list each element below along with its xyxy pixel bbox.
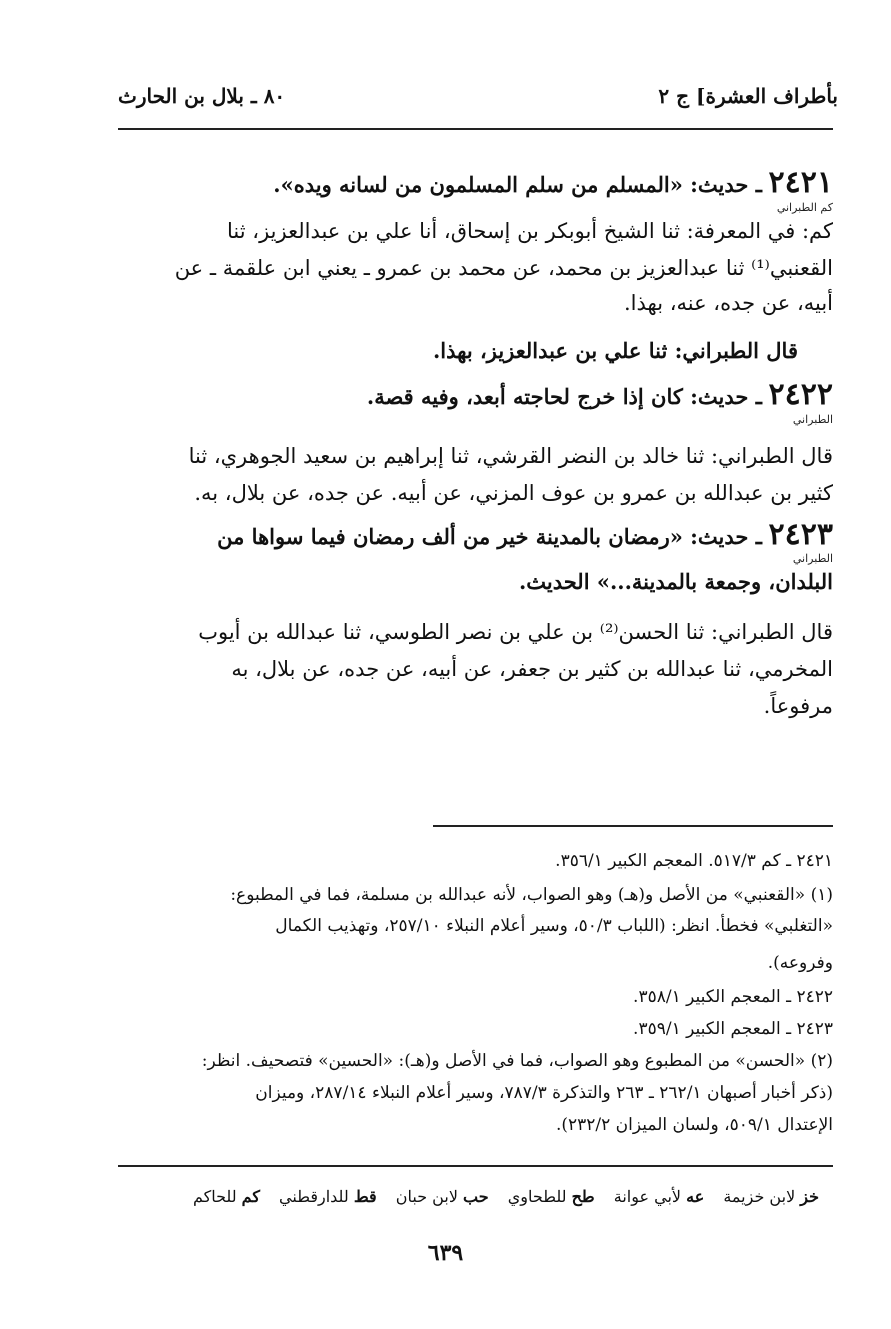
abbr-code: عه — [686, 1187, 705, 1206]
entry-body-line: القعنبي⁽¹⁾ ثنا عبدالعزيز بن محمد، عن محمد بن عمرو ـ يعني ابن علقمة ـ عن — [174, 256, 833, 280]
entry-body-line: كم: في المعرفة: ثنا الشيخ أبوبكر بن إسحاق، أنا علي بن عبدالعزيز، ثنا — [227, 219, 833, 243]
entry-body-line: المخرمي، ثنا عبدالله بن كثير بن جعفر، عن أبيه، عن جده، عن بلال، به — [231, 657, 833, 681]
entry-body-line: كثير بن عبدالله بن عمرو بن عوف المزني، عن أبيه. عن جده، عن بلال، به. — [194, 481, 833, 505]
footnote-line: (٢) «الحسن» من المطبوع وهو الصواب، فما في الأصل و(هـ): «الحسين» فتصحيف. انظر: — [201, 1051, 833, 1071]
margin-note: كم الطبراني — [776, 201, 833, 214]
abbreviation-rule — [118, 1165, 833, 1167]
entry-heading-text: ـ حديث: كان إذا خرج لحاجته أبعد، وفيه قصة. — [366, 384, 762, 409]
entry-heading-text: ـ حديث: «المسلم من سلم المسلمون من لسانه ويده». — [273, 172, 762, 197]
entry-number: ٢٤٢٣ — [768, 517, 833, 552]
abbr-name: لأبي عوانة — [613, 1187, 682, 1206]
entry-body-line: مرفوعاً. — [763, 694, 833, 718]
entry-heading-cont: البلدان، وجمعة بالمدينة...» الحديث. — [518, 569, 833, 594]
page-number: ٦٣٩ — [427, 1240, 464, 1266]
abbr-code: قط — [353, 1187, 377, 1206]
abbr-name: لابن خزيمة — [723, 1187, 796, 1206]
margin-note: الطبراني — [792, 413, 833, 426]
footnote-rule — [433, 825, 833, 827]
entry-number: ٢٤٢٢ — [768, 377, 833, 412]
section-title: ٨٠ ـ بلال بن الحارث — [118, 84, 286, 108]
abbr-name: للحاكم — [192, 1187, 237, 1206]
book-title: بأطراف العشرة] ج ٢ — [658, 84, 838, 108]
footnote-line: «التغلبي» فخطأ. انظر: (اللباب ٥٠/٣، وسير أعلام النبلاء ٢٥٧/١٠، وتهذيب الكمال — [275, 916, 833, 936]
abbreviation-key — [118, 1187, 833, 1206]
running-header — [118, 84, 838, 116]
abbr-name: للطحاوي — [507, 1187, 567, 1206]
footnote-line: ٢٤٢٣ ـ المعجم الكبير ٣٥٩/١. — [633, 1019, 833, 1039]
footnote-line: (١) «القعنبي» من الأصل و(هـ) وهو الصواب، لأنه عبدالله بن مسلمة، فما في المطبوع: — [230, 885, 833, 905]
abbr-code: حب — [463, 1187, 489, 1206]
entry-number: ٢٤٢١ — [768, 165, 833, 200]
entry-body-line: أبيه، عن جده، عنه، بهذا. — [623, 291, 833, 315]
entry-extra-line: قال الطبراني: ثنا علي بن عبدالعزيز، بهذا. — [432, 338, 798, 363]
footnote-line: ٢٤٢٢ ـ المعجم الكبير ٣٥٨/١. — [633, 987, 833, 1007]
abbr-code: خز — [800, 1187, 819, 1206]
header-rule — [118, 128, 833, 130]
entry-heading-text: ـ حديث: «رمضان بالمدينة خير من ألف رمضان فيما سواها من — [217, 524, 762, 549]
abbr-name: لابن حبان — [395, 1187, 458, 1206]
footnote-line: وفروعه). — [767, 953, 833, 973]
entry-heading — [118, 377, 833, 412]
abbr-code: طح — [571, 1187, 595, 1206]
entry-body-line: قال الطبراني: ثنا خالد بن النضر القرشي، ثنا إبراهيم بن سعيد الجوهري، ثنا — [188, 444, 833, 468]
entry-heading — [118, 517, 833, 552]
margin-note: الطبراني — [792, 552, 833, 565]
footnote-line: (ذكر أخبار أصبهان ٢٦٢/١ ـ ٢٦٣ والتذكرة ٧٨٧/٣، وسير أعلام النبلاء ٢٨٧/١٤، وميزان — [255, 1083, 833, 1103]
abbr-name: للدارقطني — [279, 1187, 349, 1206]
footnote-line: ٢٤٢١ ـ كم ٥١٧/٣. المعجم الكبير ٣٥٦/١. — [555, 851, 833, 871]
entry-body-line: قال الطبراني: ثنا الحسن⁽²⁾ بن علي بن نصر الطوسي، ثنا عبدالله بن أيوب — [198, 620, 833, 644]
entry-heading — [118, 165, 833, 200]
abbr-code: كم — [241, 1187, 260, 1206]
footnote-line: الإعتدال ٥٠٩/١، ولسان الميزان ٢٣٢/٢). — [555, 1115, 833, 1135]
